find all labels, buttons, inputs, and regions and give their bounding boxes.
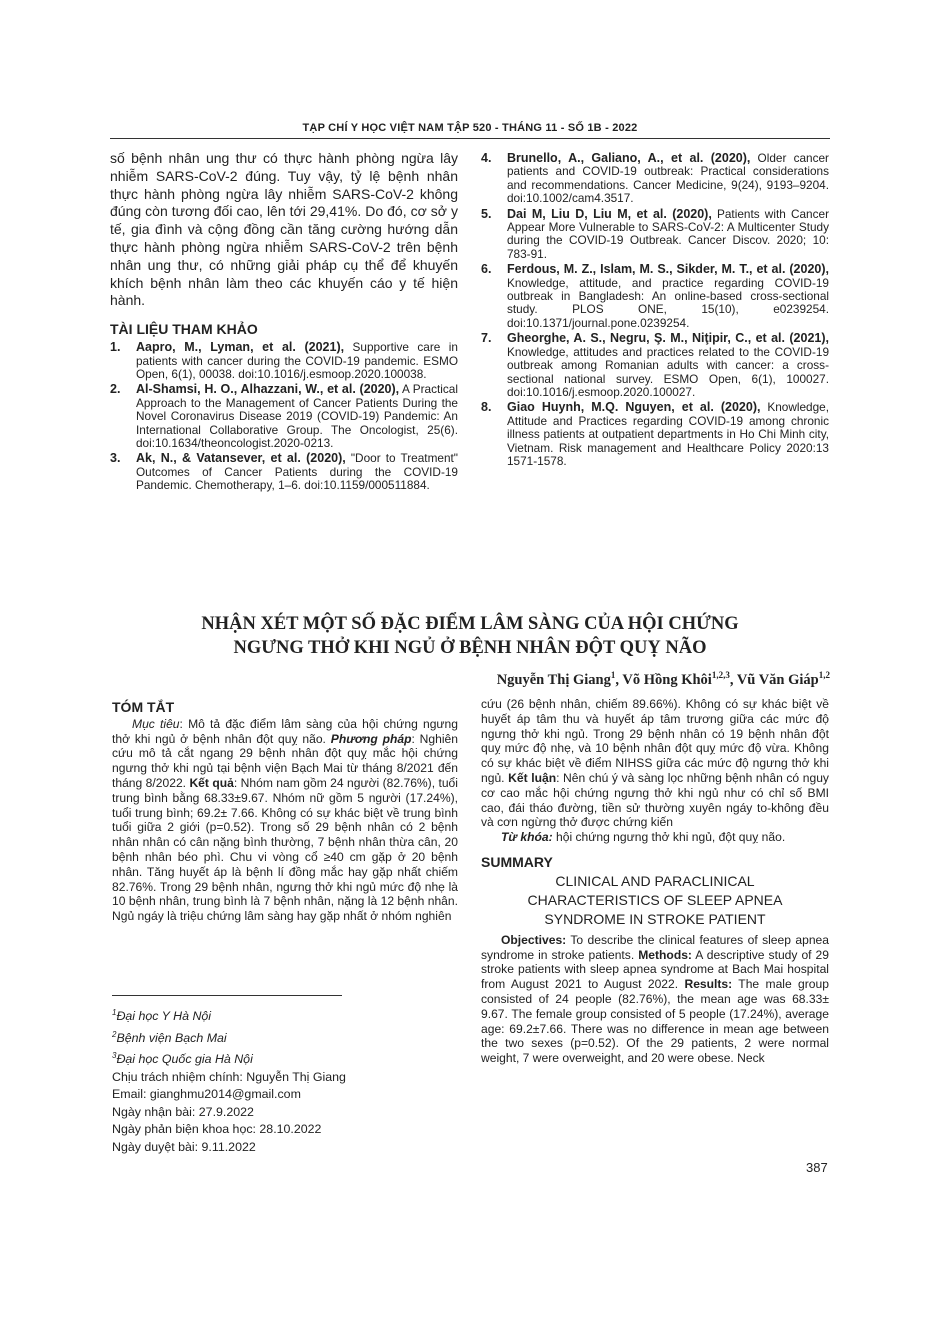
reference-text: "Door to Treatment" Outcomes of Cancer Patients during the COVID-19 Pandemic. Chemotherapy, 1–6. doi:10.1159/000511884.	[136, 451, 458, 493]
summary-title-line: SYNDROME IN STROKE PATIENT	[544, 910, 766, 927]
objective-label: Mục tiêu	[132, 716, 180, 731]
keywords-text: hội chứng ngưng thở khi ngủ, đột quỵ não.	[552, 830, 786, 845]
reference-item	[481, 208, 829, 262]
reference-text: Patients with Cancer Appear More Vulnerable to SARS-CoV-2: A Multicenter Study during the COVID-19 Outbreak. Cancer Discov. 2020; 10: 783-91.	[507, 206, 829, 261]
reference-number: 8.	[481, 400, 492, 415]
abstract-left-column	[112, 700, 458, 924]
prev-article-right-column	[481, 152, 829, 470]
reference-authors: Giao Huynh, M.Q. Nguyen, et al. (2020),	[507, 400, 761, 415]
reference-text: Older cancer patients and COVID-19 outbreak: Practical considerations and recommendations. Cancer Medicine, 9(24), 9193–9204. doi:10.1002/cam4.3517.	[507, 151, 829, 206]
author-affiliation: 1	[610, 670, 616, 680]
article-title-line: NHẬN XÉT MỘT SỐ ĐẶC ĐIỂM LÂM SÀNG CỦA HỘI CHỨNG	[201, 614, 739, 634]
reference-authors: Gheorghe, A. S., Negru, Ş. M., Niţipir, C., et al. (2021),	[507, 331, 829, 346]
reference-text: A Practical Approach to the Management of Cancer Patients During the Novel Coronavirus Disease 2019 (COVID-19) Pandemic: An International Collaborative Group. The Oncologist, 25(6). doi:10.1634/theoncologist.2020-0213.	[136, 382, 458, 451]
reference-text: Supportive care in patients with cancer during the COVID-19 pandemic. ESMO Open, 6(1), 00038. doi:10.1016/j.esmoop.2020.100038.	[136, 340, 458, 381]
author-affiliation: 1,2	[818, 670, 830, 680]
reference-number: 7.	[481, 331, 492, 346]
review-date: Ngày phản biện khoa học: 28.10.2022	[112, 1122, 322, 1137]
reference-text: Knowledge, Attitude and Practices regarding COVID-19 among chronic illness patients at outpatient departments in Ho Chi Minh city, Vietnam. Risk management and Healthcare Policy 2020:13 1571-1578.	[507, 400, 829, 468]
summary-heading: SUMMARY	[481, 853, 553, 870]
author-name: Nguyễn Thị Giang	[496, 671, 611, 688]
reference-authors: Ferdous, M. Z., Islam, M. S., Sikder, M. T., et al. (2020),	[507, 262, 829, 277]
results-text: : Nhóm nam gồm 24 người (82.76%), tuổi trung bình bằng 68.33±9.67. Nhóm nữ gồm 5 người (17.24%), tuổi trung bình; 69.2± 7.66. Không có sự khác biệt về trung bình tuổi giữa 2 giới (p=0.52). Trong số 29 bệnh nhân có 2 bệnh nhân nhân có cân nặng bình thường, 7 bệnh nhân thừa cân, 20 bệnh nhân béo phì. Chu vi vòng cổ ≥40 cm gặp ở 20 bệnh nhân. Tăng huyết áp là bệnh lí đồng mắc hay gặp nhất chiếm 82.76%. Trong 29 bệnh nhân, ngưng thở khi ngủ mức độ nhẹ là 10 bệnh nhân, trung bình là 7 bệnh nhân, nặng là 12 bệnh nhân. Ngủ ngáy là triệu chứng lâm sàng hay gặp nhất ở nhóm nghiên	[112, 775, 458, 924]
reference-number: 2.	[110, 382, 121, 397]
affiliation: $^2$Bệnh viện Bạch Mai	[112, 1029, 227, 1045]
methods-label: Methods:	[638, 947, 692, 962]
affiliation: $^1$Đại học Y Hà Nội	[112, 1008, 212, 1024]
conclusion-label: Kết luận	[508, 770, 557, 785]
reference-authors: Ak, N., & Vatansever, et al. (2020),	[136, 451, 346, 466]
reference-item	[110, 383, 458, 450]
method-text: : Nghiên cứu mô tả cắt ngang 29 bệnh nhân đột quỵ mắc hội chứng ngưng thở khi ngủ tại bệnh viện Bạch Mai từ tháng 8/2021 đến tháng 8/2022.	[112, 731, 459, 790]
reference-text: Knowledge, attitude, and practice regarding COVID-19 outbreak in Bangladesh: An online-based cross-sectional study. PLOS ONE, 15(10), e0239254. doi:10.1371/journal.pone.0239254.	[507, 275, 829, 330]
methods-text: A descriptive study of 29 stroke patients with sleep apnea syndrome at Bach Mai hospital from August 2021 to August 2022.	[481, 947, 829, 992]
author-name: Vũ Văn Giáp	[736, 671, 819, 688]
reference-item	[481, 263, 829, 330]
results-text-continued: cứu (26 bệnh nhân, chiếm 89.66%). Không có sự khác biệt về huyết áp tâm thu và huyết áp tâm trương giữa các mức độ ngưng thở khi ngủ. Trong 29 bệnh nhân có 19 bệnh nhân đột quỵ mức độ nhẹ, và 10 bệnh nhân đột quỵ mức độ vừa. Không có sự khác biệt về điểm NIHSS giữa các mức độ ngưng thở khi ngủ.	[481, 697, 829, 785]
objectives-label: Objectives:	[501, 932, 567, 947]
journal-header: TẠP CHÍ Y HỌC VIỆT NAM TẬP 520 - THÁNG 11 - SỐ 1B - 2022	[302, 122, 638, 134]
keywords-label: Từ khóa:	[501, 830, 553, 845]
reference-item	[481, 401, 829, 468]
results-label-en: Results:	[684, 977, 733, 992]
article-title	[110, 612, 830, 660]
objectives-text: To describe the clinical features of sleep apnea syndrome in stroke patients.	[481, 932, 829, 962]
accepted-date: Ngày duyệt bài: 9.11.2022	[112, 1139, 256, 1154]
footnotes	[112, 1004, 412, 1156]
objective-text: : Mô tả đặc điểm lâm sàng của hội chứng ngưng thở khi ngủ ở bệnh nhân đột quỵ não.	[112, 716, 458, 746]
method-label: Phương pháp	[330, 731, 412, 746]
reference-authors: Brunello, A., Galiano, A., et al. (2020),	[507, 151, 751, 165]
reference-item	[481, 332, 829, 399]
reference-number: 1.	[110, 340, 121, 355]
header-divider	[110, 138, 830, 139]
reference-number: 5.	[481, 206, 492, 221]
conclusion-text: : Nên chú ý và sàng lọc những bệnh nhân có nguy cơ cao mắc hội chứng ngưng thở khi ngủ như có chỉ số BMI cao, đái tháo đường, tiền sử thường xuyên ngáy to-không đều và cơn ngừng thở được chứng kiến	[481, 770, 829, 830]
reference-item	[481, 152, 829, 206]
author-affiliation: 1,2,3	[711, 670, 730, 680]
abstract-right-column	[481, 697, 829, 1066]
keywords-paragraph	[481, 830, 829, 845]
prev-article-conclusion: số bệnh nhân ung thư có thực hành phòng ngừa lây nhiễm SARS-CoV-2 đúng. Tuy vậy, tỷ lệ bệnh nhân thực hành phòng ngừa lây nhiễm SARS-CoV-2 không đúng còn tương đối cao, lên tới 29,41%. Do đó, cơ sở y tế, gia đình và cộng đồng cần tăng cường hướng dẫn thực hành phòng ngừa nhiễm SARS-CoV-2 trên bệnh nhân ung thư, có những giải pháp cụ thể để khuyến khích bệnh nhân làm theo các khuyến cáo y tế hiện hành.	[110, 150, 458, 309]
summary-title	[481, 872, 829, 929]
page-number: 387	[806, 1160, 828, 1175]
corresponding-author: Chịu trách nhiệm chính: Nguyễn Thị Giang	[112, 1069, 346, 1084]
reference-number: 3.	[110, 451, 121, 466]
abstract-heading: TÓM TẮT	[112, 699, 175, 715]
references-heading: TÀI LIỆU THAM KHẢO	[110, 321, 258, 338]
reference-item	[110, 341, 458, 381]
article-title-line: NGƯNG THỞ KHI NGỦ Ở BỆNH NHÂN ĐỘT QUỴ NÃO	[233, 638, 707, 658]
affiliation: $^3$Đại học Quốc gia Hà Nội	[112, 1051, 253, 1067]
author-list: Nguyễn Thị Giang$^1$, Võ Hồng Khôi$^{1,2,3}$, Vũ Văn Giáp$^{1,2}$	[496, 670, 830, 688]
author-name: Võ Hồng Khôi	[622, 671, 712, 688]
received-date: Ngày nhận bài: 27.9.2022	[112, 1104, 254, 1119]
prev-article-left-column	[110, 150, 458, 495]
abstract-paragraph-continued	[481, 697, 829, 830]
abstract-paragraph	[112, 717, 458, 924]
summary-paragraph	[481, 933, 829, 1066]
reference-item	[110, 452, 458, 492]
reference-number: 4.	[481, 151, 492, 165]
reference-authors: Al-Shamsi, H. O., Alhazzani, W., et al. (2020),	[136, 382, 400, 397]
reference-authors: Dai M, Liu D, Liu M, et al. (2020),	[507, 206, 712, 221]
results-label: Kết quả	[189, 775, 234, 790]
reference-text: Knowledge, attitudes and practices related to the COVID-19 outbreak among Romanian adults with cancer: a cross-sectional national survey. ESMO Open, 6(1), 100027. doi:10.1016/j.esmoop.2020.100027.	[507, 344, 829, 399]
results-text-en: The male group consisted of 24 people (82.76%), the mean age was 68.33± 9.67. The female group consisted of 5 people (17.24%), average age: 69.2±7.66. There was no difference in mean age between the two sexes (p=0.52). Of the 29 patients, 2 were normal weight, 7 were overweight, and 20 were obese. Neck	[481, 977, 829, 1066]
reference-number: 6.	[481, 262, 492, 277]
summary-title-line: CHARACTERISTICS OF SLEEP APNEA	[527, 891, 783, 908]
footnote-divider	[112, 995, 342, 996]
email: Email: gianghmu2014@gmail.com	[112, 1087, 301, 1102]
reference-authors: Aapro, M., Lyman, et al. (2021),	[136, 340, 345, 355]
summary-title-line: CLINICAL AND PARACLINICAL	[555, 872, 755, 889]
